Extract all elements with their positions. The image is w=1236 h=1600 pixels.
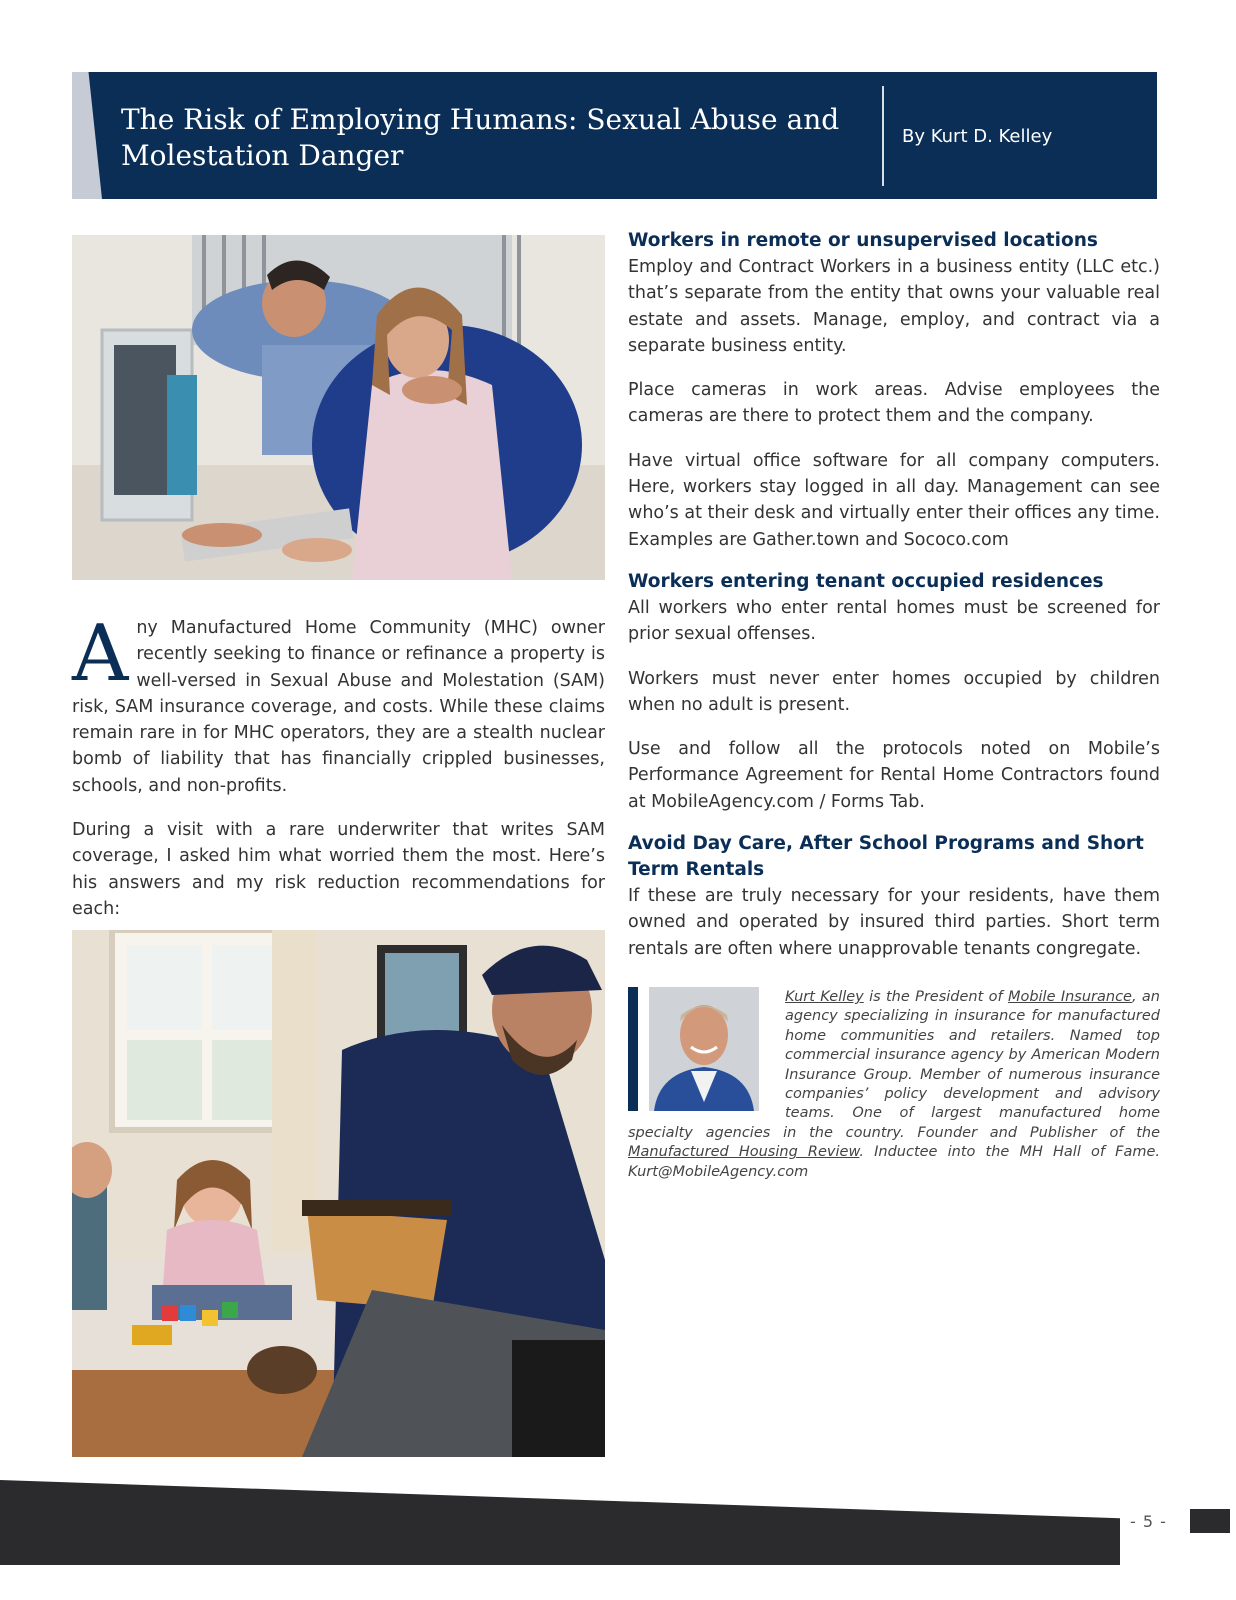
section-paragraph: Have virtual office software for all company computers. Here, workers stay logged in all day. Management can see who’s at their desk and virtually enter their offices any time. Examples are Gather.town and Sococo.com: [628, 450, 1160, 550]
second-paragraph: During a visit with a rare underwriter that writes SAM coverage, I asked him what worried them the most. Here’s his answers and my risk reduction recommendations for each:: [72, 820, 605, 919]
drop-cap: A: [72, 609, 129, 699]
section-paragraph: If these are truly necessary for your residents, have them owned and operated by insured third parties. Short term rentals are often where unapprovable tenants congregate.: [628, 886, 1160, 959]
intro-text: ny Manufactured Home Community (MHC) owner recently seeking to finance or refinance a property is well-versed in Sexual Abuse and Molestation (SAM) risk, SAM insurance coverage, and costs. While these claims remain rare in for MHC operators, they are a stealth nuclear bomb of liability that has financially crippled businesses, schools, and non-profits.: [72, 618, 605, 796]
bio-text: . Inductee into the MH Hall of Fame. Kurt@MobileAgency.com: [628, 1144, 1160, 1180]
company-name: Mobile Insurance: [1007, 989, 1132, 1005]
footer-band: [0, 1480, 1120, 1565]
article-header-banner: [72, 72, 1157, 199]
author-bio: [628, 988, 1160, 1182]
section-paragraph: All workers who enter rental homes must be screened for prior sexual offenses.: [628, 597, 1160, 645]
page-number: - 5 -: [1130, 1512, 1167, 1531]
section-heading-day-care: Avoid Day Care, After School Programs and Short Term Rentals: [628, 833, 1144, 881]
article-byline: By Kurt D. Kelley: [902, 126, 1053, 147]
section-paragraph: Employ and Contract Workers in a business entity (LLC etc.) that’s separate from the entity that owns your valuable real estate and assets. Manage, employ, and contract via a separate business entity.: [628, 257, 1160, 356]
banner-accent-stripe: [72, 72, 102, 199]
section-paragraph: Workers must never enter homes occupied by children when no adult is present.: [628, 668, 1160, 715]
worker-photo: [72, 930, 605, 1457]
footer-block: [1190, 1509, 1230, 1533]
publication-name: Manufactured Housing Review: [628, 1144, 860, 1161]
section-heading-remote-workers: Workers in remote or unsupervised locations: [628, 230, 1098, 251]
intro-paragraph: [72, 609, 605, 799]
right-column: [628, 228, 1160, 980]
bio-text: , an agency specializing in insurance for manufactured home communities and retailers. Named top commercial insurance agency by American Modern Insurance Group. Member of numerous insurance companies’ policy development and advisory teams. One of largest manufactured home specialty agencies in the country. Founder and Publisher of the: [628, 989, 1160, 1141]
office-photo: [72, 235, 605, 580]
author-name: Kurt Kelley: [785, 989, 864, 1005]
bio-text: is the President of: [863, 989, 1008, 1005]
banner-divider: [882, 86, 884, 186]
section-paragraph: Place cameras in work areas. Advise employees the cameras are there to protect them and the company.: [628, 380, 1160, 427]
article-title: The Risk of Employing Humans: Sexual Abuse and Molestation Danger: [121, 103, 840, 172]
section-heading-tenant-residences: Workers entering tenant occupied residences: [628, 570, 1104, 592]
section-paragraph: Use and follow all the protocols noted on Mobile’s Performance Agreement for Rental Home Contractors found at MobileAgency.com / Forms Tab.: [628, 739, 1160, 812]
